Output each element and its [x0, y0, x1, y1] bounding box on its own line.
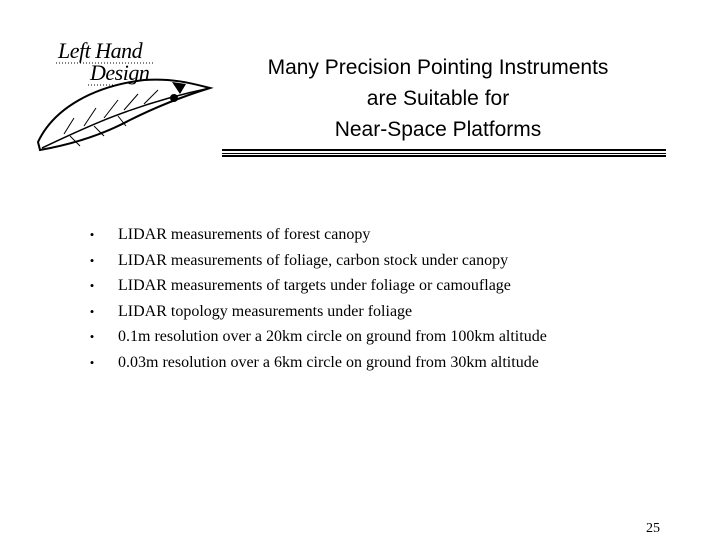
bullet-icon: •: [89, 354, 95, 370]
logo: [34, 38, 216, 154]
list-item-text: LIDAR measurements of targets under foliage or camouflage: [118, 277, 511, 295]
list-item-text: 0.1m resolution over a 20km circle on ground from 100km altitude: [118, 328, 547, 346]
logo-text-line2: Design: [90, 60, 150, 85]
slide-title: [222, 52, 654, 145]
title-rule-top: [222, 149, 666, 151]
list-item: [86, 248, 547, 274]
title-rule-bottom: [222, 155, 666, 157]
list-item-text: LIDAR topology measurements under foliage: [118, 302, 413, 320]
list-item: [86, 324, 547, 350]
bullet-icon: •: [89, 329, 95, 345]
bullet-list: [86, 222, 547, 376]
title-line-2: are Suitable for: [366, 87, 510, 110]
title-line-1: Many Precision Pointing Instruments: [267, 56, 609, 79]
page-number: 25: [646, 521, 660, 536]
title-line-3: Near-Space Platforms: [334, 118, 542, 141]
bullet-icon: •: [89, 252, 95, 268]
list-item: [86, 350, 547, 376]
list-item: [86, 273, 547, 299]
bullet-icon: •: [89, 278, 95, 294]
list-item-text: LIDAR measurements of foliage, carbon stock under canopy: [118, 251, 509, 269]
list-item: [86, 299, 547, 325]
bullet-icon: •: [89, 227, 95, 242]
bullet-icon: •: [89, 303, 95, 319]
list-item-text: 0.03m resolution over a 6km circle on ground from 30km altitude: [118, 353, 539, 371]
title-rule-middle: [222, 153, 666, 154]
list-item-text: LIDAR measurements of forest canopy: [118, 226, 371, 243]
list-item: [86, 222, 547, 248]
logo-text-line1: Left Hand: [58, 38, 143, 63]
